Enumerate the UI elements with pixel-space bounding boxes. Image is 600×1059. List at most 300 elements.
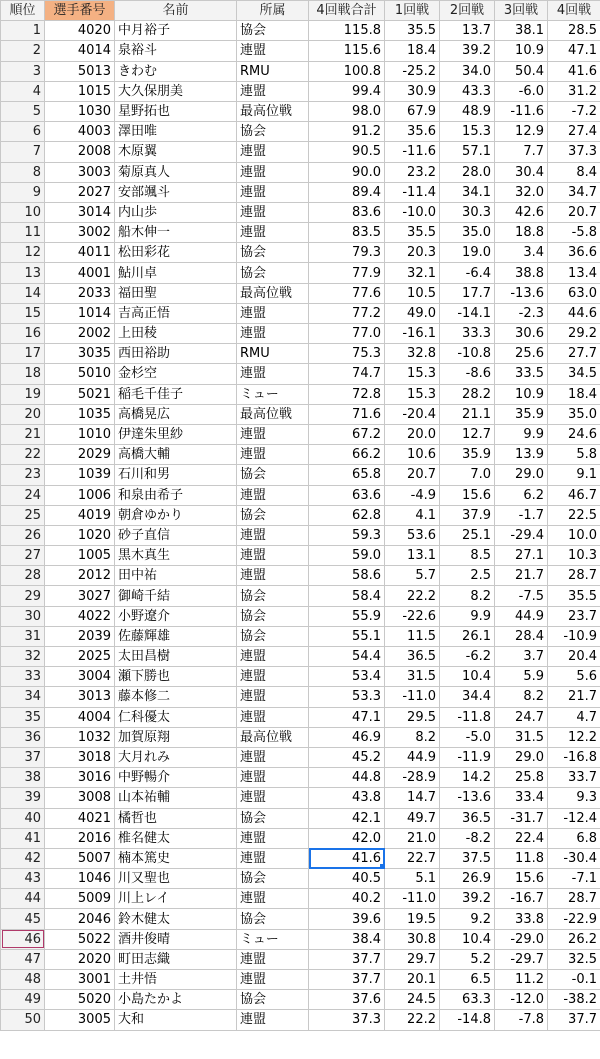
round2-cell[interactable]: 28.0: [440, 162, 495, 182]
name-cell[interactable]: 大和: [115, 1010, 237, 1030]
total-cell[interactable]: 39.6: [309, 909, 385, 929]
round4-cell[interactable]: -7.1: [548, 869, 600, 889]
player-number-cell[interactable]: 4020: [45, 21, 115, 41]
affiliation-cell[interactable]: 連盟: [237, 364, 309, 384]
total-cell[interactable]: 59.3: [309, 525, 385, 545]
name-cell[interactable]: 高橋晃広: [115, 404, 237, 424]
player-number-cell[interactable]: 1015: [45, 81, 115, 101]
rank-cell[interactable]: 44: [1, 889, 45, 909]
player-number-cell[interactable]: 2012: [45, 566, 115, 586]
round1-cell[interactable]: 21.0: [385, 828, 440, 848]
total-cell[interactable]: 37.3: [309, 1010, 385, 1030]
rank-cell[interactable]: 3: [1, 61, 45, 81]
affiliation-cell[interactable]: 連盟: [237, 223, 309, 243]
affiliation-cell[interactable]: 連盟: [237, 889, 309, 909]
round3-cell[interactable]: 13.9: [495, 445, 548, 465]
rank-cell[interactable]: 4: [1, 81, 45, 101]
total-cell[interactable]: 58.6: [309, 566, 385, 586]
round1-cell[interactable]: 15.3: [385, 384, 440, 404]
round1-cell[interactable]: 49.7: [385, 808, 440, 828]
total-cell[interactable]: 77.2: [309, 303, 385, 323]
round4-cell[interactable]: 20.7: [548, 202, 600, 222]
rank-cell[interactable]: 47: [1, 949, 45, 969]
player-number-cell[interactable]: 2027: [45, 182, 115, 202]
name-cell[interactable]: 西田裕助: [115, 344, 237, 364]
round3-cell[interactable]: -29.7: [495, 949, 548, 969]
round3-cell[interactable]: 25.6: [495, 344, 548, 364]
rank-cell[interactable]: 6: [1, 122, 45, 142]
player-number-cell[interactable]: 2008: [45, 142, 115, 162]
round1-cell[interactable]: 29.7: [385, 949, 440, 969]
total-cell[interactable]: 62.8: [309, 505, 385, 525]
round1-cell[interactable]: -16.1: [385, 324, 440, 344]
name-cell[interactable]: 川又聖也: [115, 869, 237, 889]
round3-cell[interactable]: 42.6: [495, 202, 548, 222]
round4-cell[interactable]: 9.3: [548, 788, 600, 808]
round3-cell[interactable]: 5.9: [495, 667, 548, 687]
player-number-cell[interactable]: 1010: [45, 424, 115, 444]
rank-cell[interactable]: 49: [1, 990, 45, 1010]
affiliation-cell[interactable]: 協会: [237, 21, 309, 41]
round3-cell[interactable]: -16.7: [495, 889, 548, 909]
player-number-cell[interactable]: 3008: [45, 788, 115, 808]
total-cell[interactable]: 89.4: [309, 182, 385, 202]
player-number-cell[interactable]: 3003: [45, 162, 115, 182]
total-cell[interactable]: 75.3: [309, 344, 385, 364]
round3-cell[interactable]: 50.4: [495, 61, 548, 81]
player-number-cell[interactable]: 4011: [45, 243, 115, 263]
round1-cell[interactable]: 5.1: [385, 869, 440, 889]
rank-cell[interactable]: 36: [1, 727, 45, 747]
round1-cell[interactable]: 4.1: [385, 505, 440, 525]
round4-cell[interactable]: 22.5: [548, 505, 600, 525]
round4-cell[interactable]: 5.6: [548, 667, 600, 687]
round3-cell[interactable]: -29.4: [495, 525, 548, 545]
round3-cell[interactable]: -7.5: [495, 586, 548, 606]
player-number-cell[interactable]: 2002: [45, 324, 115, 344]
round1-cell[interactable]: 53.6: [385, 525, 440, 545]
rank-cell[interactable]: 12: [1, 243, 45, 263]
total-cell[interactable]: 79.3: [309, 243, 385, 263]
player-number-cell[interactable]: 4003: [45, 122, 115, 142]
round3-cell[interactable]: 11.2: [495, 970, 548, 990]
round4-cell[interactable]: 6.8: [548, 828, 600, 848]
round2-cell[interactable]: 48.9: [440, 101, 495, 121]
round1-cell[interactable]: -11.4: [385, 182, 440, 202]
round4-cell[interactable]: -22.9: [548, 909, 600, 929]
total-cell[interactable]: 72.8: [309, 384, 385, 404]
round4-cell[interactable]: -38.2: [548, 990, 600, 1010]
round3-cell[interactable]: 29.0: [495, 465, 548, 485]
round4-cell[interactable]: 12.2: [548, 727, 600, 747]
round3-cell[interactable]: 28.4: [495, 626, 548, 646]
total-cell[interactable]: 42.1: [309, 808, 385, 828]
player-number-cell[interactable]: 4019: [45, 505, 115, 525]
round4-cell[interactable]: 32.5: [548, 949, 600, 969]
round1-cell[interactable]: 67.9: [385, 101, 440, 121]
round3-cell[interactable]: 33.5: [495, 364, 548, 384]
player-number-cell[interactable]: 3035: [45, 344, 115, 364]
rank-cell[interactable]: 11: [1, 223, 45, 243]
rank-cell[interactable]: 35: [1, 707, 45, 727]
round2-cell[interactable]: -8.6: [440, 364, 495, 384]
rank-cell[interactable]: 23: [1, 465, 45, 485]
header-total[interactable]: 4回戦合計: [309, 1, 385, 21]
round3-cell[interactable]: 38.8: [495, 263, 548, 283]
affiliation-cell[interactable]: 連盟: [237, 162, 309, 182]
round4-cell[interactable]: -5.8: [548, 223, 600, 243]
name-cell[interactable]: 橘哲也: [115, 808, 237, 828]
player-number-cell[interactable]: 4004: [45, 707, 115, 727]
round3-cell[interactable]: -7.8: [495, 1010, 548, 1030]
round2-cell[interactable]: 34.4: [440, 687, 495, 707]
name-cell[interactable]: 和泉由希子: [115, 485, 237, 505]
player-number-cell[interactable]: 4014: [45, 41, 115, 61]
affiliation-cell[interactable]: 協会: [237, 243, 309, 263]
total-cell[interactable]: 42.0: [309, 828, 385, 848]
round1-cell[interactable]: 24.5: [385, 990, 440, 1010]
affiliation-cell[interactable]: 協会: [237, 586, 309, 606]
round2-cell[interactable]: 37.5: [440, 848, 495, 868]
round2-cell[interactable]: 6.5: [440, 970, 495, 990]
round4-cell[interactable]: 10.0: [548, 525, 600, 545]
player-number-cell[interactable]: 5022: [45, 929, 115, 949]
round4-cell[interactable]: 27.4: [548, 122, 600, 142]
affiliation-cell[interactable]: 連盟: [237, 747, 309, 767]
player-number-cell[interactable]: 2046: [45, 909, 115, 929]
round1-cell[interactable]: 35.5: [385, 21, 440, 41]
total-cell[interactable]: 91.2: [309, 122, 385, 142]
name-cell[interactable]: 石川和男: [115, 465, 237, 485]
affiliation-cell[interactable]: 協会: [237, 505, 309, 525]
round2-cell[interactable]: 37.9: [440, 505, 495, 525]
round3-cell[interactable]: 12.9: [495, 122, 548, 142]
round4-cell[interactable]: 63.0: [548, 283, 600, 303]
player-number-cell[interactable]: 4021: [45, 808, 115, 828]
total-cell[interactable]: 77.0: [309, 324, 385, 344]
rank-cell[interactable]: 41: [1, 828, 45, 848]
round1-cell[interactable]: -20.4: [385, 404, 440, 424]
round4-cell[interactable]: -7.2: [548, 101, 600, 121]
round4-cell[interactable]: 27.7: [548, 344, 600, 364]
round2-cell[interactable]: 33.3: [440, 324, 495, 344]
affiliation-cell[interactable]: 協会: [237, 869, 309, 889]
affiliation-cell[interactable]: 連盟: [237, 667, 309, 687]
player-number-cell[interactable]: 1035: [45, 404, 115, 424]
round3-cell[interactable]: -31.7: [495, 808, 548, 828]
round2-cell[interactable]: 26.1: [440, 626, 495, 646]
affiliation-cell[interactable]: 連盟: [237, 949, 309, 969]
affiliation-cell[interactable]: 連盟: [237, 445, 309, 465]
name-cell[interactable]: 金杉空: [115, 364, 237, 384]
total-cell[interactable]: 83.6: [309, 202, 385, 222]
round4-cell[interactable]: 21.7: [548, 687, 600, 707]
round3-cell[interactable]: 22.4: [495, 828, 548, 848]
player-number-cell[interactable]: 4001: [45, 263, 115, 283]
round3-cell[interactable]: 27.1: [495, 546, 548, 566]
rank-cell[interactable]: 18: [1, 364, 45, 384]
rank-cell[interactable]: 31: [1, 626, 45, 646]
affiliation-cell[interactable]: 連盟: [237, 41, 309, 61]
round1-cell[interactable]: -11.6: [385, 142, 440, 162]
round4-cell[interactable]: 37.3: [548, 142, 600, 162]
round4-cell[interactable]: 13.4: [548, 263, 600, 283]
affiliation-cell[interactable]: 連盟: [237, 566, 309, 586]
rank-cell[interactable]: 9: [1, 182, 45, 202]
rank-cell[interactable]: 16: [1, 324, 45, 344]
rank-cell[interactable]: 37: [1, 747, 45, 767]
round2-cell[interactable]: 9.9: [440, 606, 495, 626]
affiliation-cell[interactable]: 協会: [237, 990, 309, 1010]
round1-cell[interactable]: 22.2: [385, 586, 440, 606]
round3-cell[interactable]: -6.0: [495, 81, 548, 101]
round1-cell[interactable]: 13.1: [385, 546, 440, 566]
player-number-cell[interactable]: 1006: [45, 485, 115, 505]
round3-cell[interactable]: 30.6: [495, 324, 548, 344]
total-cell[interactable]: 55.9: [309, 606, 385, 626]
round2-cell[interactable]: 26.9: [440, 869, 495, 889]
rank-cell[interactable]: 34: [1, 687, 45, 707]
rank-cell[interactable]: 46: [1, 929, 45, 949]
round4-cell[interactable]: 31.2: [548, 81, 600, 101]
round4-cell[interactable]: 35.0: [548, 404, 600, 424]
total-cell[interactable]: 54.4: [309, 647, 385, 667]
round2-cell[interactable]: 15.6: [440, 485, 495, 505]
affiliation-cell[interactable]: 連盟: [237, 424, 309, 444]
name-cell[interactable]: 大月れみ: [115, 747, 237, 767]
affiliation-cell[interactable]: 協会: [237, 263, 309, 283]
header-affiliation[interactable]: 所属: [237, 1, 309, 21]
player-number-cell[interactable]: 3002: [45, 223, 115, 243]
total-cell[interactable]: 83.5: [309, 223, 385, 243]
name-cell[interactable]: きわむ: [115, 61, 237, 81]
affiliation-cell[interactable]: 連盟: [237, 142, 309, 162]
round1-cell[interactable]: 19.5: [385, 909, 440, 929]
total-cell[interactable]: 66.2: [309, 445, 385, 465]
round2-cell[interactable]: -11.8: [440, 707, 495, 727]
round1-cell[interactable]: 14.7: [385, 788, 440, 808]
round4-cell[interactable]: 5.8: [548, 445, 600, 465]
affiliation-cell[interactable]: 連盟: [237, 182, 309, 202]
round4-cell[interactable]: -16.8: [548, 747, 600, 767]
round2-cell[interactable]: -14.1: [440, 303, 495, 323]
round4-cell[interactable]: 26.2: [548, 929, 600, 949]
total-cell[interactable]: 58.4: [309, 586, 385, 606]
player-number-cell[interactable]: 3004: [45, 667, 115, 687]
round3-cell[interactable]: 18.8: [495, 223, 548, 243]
round2-cell[interactable]: 34.1: [440, 182, 495, 202]
round2-cell[interactable]: 14.2: [440, 768, 495, 788]
player-number-cell[interactable]: 2025: [45, 647, 115, 667]
affiliation-cell[interactable]: ミュー: [237, 384, 309, 404]
round1-cell[interactable]: 8.2: [385, 727, 440, 747]
round2-cell[interactable]: 5.2: [440, 949, 495, 969]
total-cell[interactable]: 90.5: [309, 142, 385, 162]
round2-cell[interactable]: 63.3: [440, 990, 495, 1010]
round3-cell[interactable]: 3.4: [495, 243, 548, 263]
affiliation-cell[interactable]: 協会: [237, 909, 309, 929]
round3-cell[interactable]: -13.6: [495, 283, 548, 303]
name-cell[interactable]: 安部颯斗: [115, 182, 237, 202]
header-rank[interactable]: 順位: [1, 1, 45, 21]
round3-cell[interactable]: -12.0: [495, 990, 548, 1010]
total-cell[interactable]: 77.9: [309, 263, 385, 283]
round4-cell[interactable]: 23.7: [548, 606, 600, 626]
affiliation-cell[interactable]: 連盟: [237, 324, 309, 344]
round1-cell[interactable]: 5.7: [385, 566, 440, 586]
round2-cell[interactable]: -8.2: [440, 828, 495, 848]
affiliation-cell[interactable]: 連盟: [237, 647, 309, 667]
round1-cell[interactable]: -11.0: [385, 687, 440, 707]
name-cell[interactable]: 稲毛千佳子: [115, 384, 237, 404]
affiliation-cell[interactable]: 最高位戦: [237, 404, 309, 424]
player-number-cell[interactable]: 2016: [45, 828, 115, 848]
round3-cell[interactable]: 30.4: [495, 162, 548, 182]
header-round4[interactable]: 4回戦: [548, 1, 600, 21]
round1-cell[interactable]: 29.5: [385, 707, 440, 727]
round1-cell[interactable]: -10.0: [385, 202, 440, 222]
round3-cell[interactable]: 29.0: [495, 747, 548, 767]
affiliation-cell[interactable]: 連盟: [237, 848, 309, 868]
affiliation-cell[interactable]: 最高位戦: [237, 727, 309, 747]
affiliation-cell[interactable]: ミュー: [237, 929, 309, 949]
round3-cell[interactable]: 44.9: [495, 606, 548, 626]
round3-cell[interactable]: 38.1: [495, 21, 548, 41]
round3-cell[interactable]: 3.7: [495, 647, 548, 667]
round2-cell[interactable]: 34.0: [440, 61, 495, 81]
rank-cell[interactable]: 33: [1, 667, 45, 687]
round3-cell[interactable]: 35.9: [495, 404, 548, 424]
round1-cell[interactable]: 20.0: [385, 424, 440, 444]
total-cell[interactable]: 43.8: [309, 788, 385, 808]
name-cell[interactable]: 加賀原翔: [115, 727, 237, 747]
round3-cell[interactable]: 7.7: [495, 142, 548, 162]
affiliation-cell[interactable]: 連盟: [237, 303, 309, 323]
round2-cell[interactable]: -5.0: [440, 727, 495, 747]
round4-cell[interactable]: 37.7: [548, 1010, 600, 1030]
total-cell[interactable]: 38.4: [309, 929, 385, 949]
rank-cell[interactable]: 26: [1, 525, 45, 545]
round2-cell[interactable]: 8.5: [440, 546, 495, 566]
round3-cell[interactable]: -11.6: [495, 101, 548, 121]
name-cell[interactable]: 菊原真人: [115, 162, 237, 182]
round2-cell[interactable]: 17.7: [440, 283, 495, 303]
player-number-cell[interactable]: 1014: [45, 303, 115, 323]
round2-cell[interactable]: 28.2: [440, 384, 495, 404]
affiliation-cell[interactable]: 協会: [237, 808, 309, 828]
total-cell[interactable]: 40.5: [309, 869, 385, 889]
affiliation-cell[interactable]: 連盟: [237, 788, 309, 808]
header-player-number[interactable]: 選手番号: [45, 1, 115, 21]
affiliation-cell[interactable]: 連盟: [237, 828, 309, 848]
name-cell[interactable]: 中月裕子: [115, 21, 237, 41]
affiliation-cell[interactable]: 協会: [237, 122, 309, 142]
name-cell[interactable]: 田中祐: [115, 566, 237, 586]
rank-cell[interactable]: 43: [1, 869, 45, 889]
rank-cell[interactable]: 48: [1, 970, 45, 990]
name-cell[interactable]: 川上レイ: [115, 889, 237, 909]
total-cell[interactable]: 59.0: [309, 546, 385, 566]
round4-cell[interactable]: 28.7: [548, 566, 600, 586]
player-number-cell[interactable]: 3013: [45, 687, 115, 707]
affiliation-cell[interactable]: 連盟: [237, 687, 309, 707]
player-number-cell[interactable]: 3027: [45, 586, 115, 606]
rank-cell[interactable]: 22: [1, 445, 45, 465]
rank-cell[interactable]: 24: [1, 485, 45, 505]
round2-cell[interactable]: 10.4: [440, 667, 495, 687]
round4-cell[interactable]: 18.4: [548, 384, 600, 404]
rank-cell[interactable]: 30: [1, 606, 45, 626]
round1-cell[interactable]: 44.9: [385, 747, 440, 767]
name-cell[interactable]: 内山歩: [115, 202, 237, 222]
affiliation-cell[interactable]: 協会: [237, 465, 309, 485]
name-cell[interactable]: 砂子直信: [115, 525, 237, 545]
round1-cell[interactable]: 15.3: [385, 364, 440, 384]
round2-cell[interactable]: 8.2: [440, 586, 495, 606]
total-cell[interactable]: 40.2: [309, 889, 385, 909]
name-cell[interactable]: 船木伸一: [115, 223, 237, 243]
round3-cell[interactable]: 24.7: [495, 707, 548, 727]
player-number-cell[interactable]: 3018: [45, 747, 115, 767]
name-cell[interactable]: 中野暢介: [115, 768, 237, 788]
round2-cell[interactable]: 21.1: [440, 404, 495, 424]
name-cell[interactable]: 高橋大輔: [115, 445, 237, 465]
round1-cell[interactable]: 20.1: [385, 970, 440, 990]
affiliation-cell[interactable]: 連盟: [237, 1010, 309, 1030]
rank-cell[interactable]: 19: [1, 384, 45, 404]
player-number-cell[interactable]: 1039: [45, 465, 115, 485]
total-cell[interactable]: 37.6: [309, 990, 385, 1010]
total-cell[interactable]: 44.8: [309, 768, 385, 788]
round3-cell[interactable]: 32.0: [495, 182, 548, 202]
round2-cell[interactable]: 9.2: [440, 909, 495, 929]
affiliation-cell[interactable]: 連盟: [237, 768, 309, 788]
round4-cell[interactable]: 46.7: [548, 485, 600, 505]
rank-cell[interactable]: 7: [1, 142, 45, 162]
round4-cell[interactable]: 24.6: [548, 424, 600, 444]
round1-cell[interactable]: 30.8: [385, 929, 440, 949]
player-number-cell[interactable]: 5013: [45, 61, 115, 81]
round2-cell[interactable]: 36.5: [440, 808, 495, 828]
total-cell[interactable]: 45.2: [309, 747, 385, 767]
player-number-cell[interactable]: 1030: [45, 101, 115, 121]
player-number-cell[interactable]: 3016: [45, 768, 115, 788]
rank-cell[interactable]: 13: [1, 263, 45, 283]
round3-cell[interactable]: 31.5: [495, 727, 548, 747]
player-number-cell[interactable]: 2029: [45, 445, 115, 465]
round1-cell[interactable]: 22.7: [385, 848, 440, 868]
name-cell[interactable]: 瀬下勝也: [115, 667, 237, 687]
affiliation-cell[interactable]: 連盟: [237, 525, 309, 545]
round1-cell[interactable]: 23.2: [385, 162, 440, 182]
total-cell[interactable]: 53.4: [309, 667, 385, 687]
rank-cell[interactable]: 5: [1, 101, 45, 121]
round4-cell[interactable]: 44.6: [548, 303, 600, 323]
round4-cell[interactable]: 35.5: [548, 586, 600, 606]
round4-cell[interactable]: 20.4: [548, 647, 600, 667]
name-cell[interactable]: 楠本篤史: [115, 848, 237, 868]
player-number-cell[interactable]: 5009: [45, 889, 115, 909]
total-cell[interactable]: 74.7: [309, 364, 385, 384]
round4-cell[interactable]: 28.5: [548, 21, 600, 41]
round1-cell[interactable]: 22.2: [385, 1010, 440, 1030]
total-cell[interactable]: 99.4: [309, 81, 385, 101]
name-cell[interactable]: 仁科優太: [115, 707, 237, 727]
total-cell[interactable]: 53.3: [309, 687, 385, 707]
round1-cell[interactable]: 31.5: [385, 667, 440, 687]
round3-cell[interactable]: 33.8: [495, 909, 548, 929]
affiliation-cell[interactable]: 連盟: [237, 485, 309, 505]
